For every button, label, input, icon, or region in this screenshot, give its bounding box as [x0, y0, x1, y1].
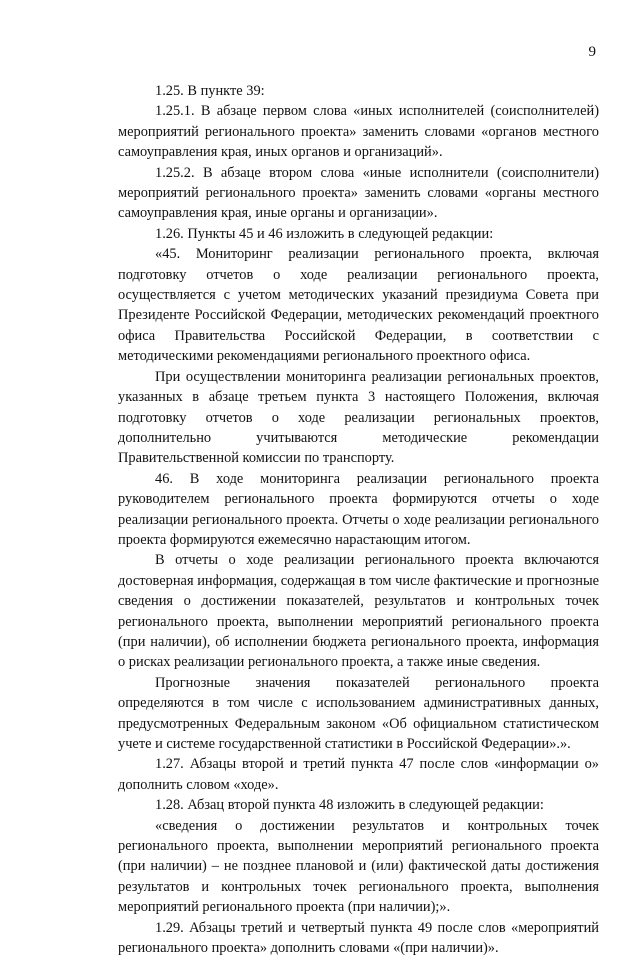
paragraph-1-26: 1.26. Пункты 45 и 46 изложить в следующей редакции: — [155, 225, 494, 242]
document-body — [118, 81, 599, 958]
paragraph-item-46: 46. В ходе мониторинга реализации регионального проекта руководителем регионального проекта формируются отчеты о ходе реализации регионального проекта. Отчеты о ходе реализации регионального проекта формируются ежемесячно нарастающим итогом. — [118, 470, 599, 548]
paragraph-item-45-continued: При осуществлении мониторинга реализации региональных проектов, указанных в абзаце третьем пункта 3 настоящего Положения, включая подготовку отчетов о ходе реализации региональных проектов, дополнительно учитываются методические рекомендации Правительственной комиссии по транспорту. — [118, 368, 599, 467]
paragraph-1-27: 1.27. Абзацы второй и третий пункта 47 после слов «информации о» дополнить словом «ходе». — [118, 756, 599, 793]
page-number: 9 — [588, 44, 596, 60]
paragraph-1-28-quote: «сведения о достижении результатов и контрольных точек регионального проекта, выполнении мероприятий регионального проекта (при наличии) – не позднее плановой и (или) фактической даты достижения результатов и контрольных точек регионального проекта, выполнения мероприятий регионального проекта (при наличии);». — [118, 817, 599, 916]
paragraph-1-29: 1.29. Абзацы третий и четвертый пункта 49 после слов «мероприятий регионального проекта» дополнить словами «(при наличии)». — [118, 919, 599, 957]
paragraph-1-28: 1.28. Абзац второй пункта 48 изложить в следующей редакции: — [155, 797, 544, 814]
paragraph-item-46-forecasts: Прогнозные значения показателей регионального проекта определяются в том числе с использованием административных данных, предусмотренных Федеральным законом «Об официальном статистическом учете и системе государственной статистики в Российской Федерации».». — [118, 674, 599, 752]
paragraph-1-25-1: 1.25.1. В абзаце первом слова «иных исполнителей (соисполнителей) мероприятий регионального проекта» заменить словами «органов местного самоуправления края, иных органов и организаций». — [118, 103, 599, 161]
paragraph-1-25: 1.25. В пункте 39: — [155, 83, 265, 99]
paragraph-item-46-reports: В отчеты о ходе реализации регионального проекта включаются достоверная информация, содержащая в том числе фактические и прогнозные сведения о достижении показателей, результатов и контрольных точек регионального проекта, выполнении мероприятий регионального проекта (при наличии), об исполнении бюджета регионального проекта, информация о рисках реализации регионального проекта, а также иные сведения. — [118, 552, 599, 671]
paragraph-1-25-2: 1.25.2. В абзаце втором слова «иные исполнители (соисполнители) мероприятий регионального проекта» заменить словами «органы местного самоуправления края, иные органы и организации». — [118, 164, 599, 222]
paragraph-item-45: «45. Мониторинг реализации регионального проекта, включая подготовку отчетов о ходе реализации регионального проекта, осуществляется с учетом методических указаний президиума Совета при Президенте Российской Федерации, методических рекомендаций проектного офиса Правительства Российской Федерации, в соответствии с методическими рекомендациями регионального проектного офиса. — [118, 246, 599, 365]
